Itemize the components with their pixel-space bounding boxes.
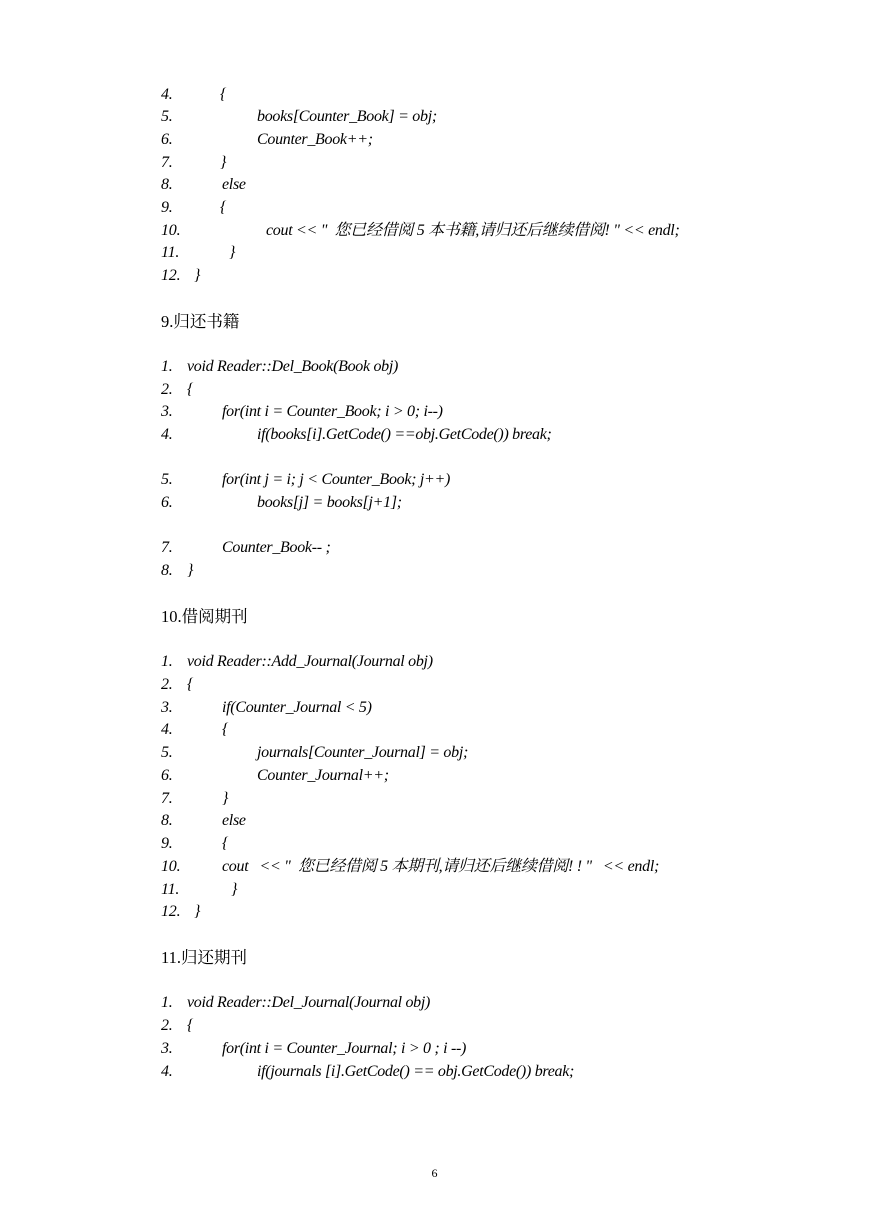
line-number: 5. xyxy=(161,744,173,761)
code-text: for(int i = Counter_Journal; i > 0 ; i --) xyxy=(222,1040,467,1057)
code-line xyxy=(0,537,331,559)
code-text: if(journals [i].GetCode() == obj.GetCode()) break; xyxy=(257,1063,575,1080)
code-line xyxy=(0,674,194,696)
section-heading-return-journal: 11.归还期刊 xyxy=(161,948,248,967)
code-line xyxy=(0,84,227,106)
code-text: { xyxy=(187,1017,194,1034)
code-text: cout << " 您已经借阅 5 本书籍,请归还后继续借阅! " << endl; xyxy=(266,222,680,239)
line-number: 4. xyxy=(161,721,173,738)
line-number: 7. xyxy=(161,790,173,807)
code-text: } xyxy=(194,903,201,920)
code-line xyxy=(0,265,201,287)
line-number: 10. xyxy=(161,222,181,239)
code-line xyxy=(0,197,227,219)
code-line xyxy=(0,719,229,741)
line-number: 8. xyxy=(161,176,173,193)
code-text: Counter_Book-- ; xyxy=(222,539,331,556)
code-line xyxy=(0,697,372,719)
code-text: } xyxy=(229,244,236,261)
code-line xyxy=(0,651,433,673)
line-number: 3. xyxy=(161,1040,173,1057)
code-text: } xyxy=(231,881,238,898)
line-number: 11. xyxy=(161,244,180,261)
code-line xyxy=(0,788,229,810)
code-text: } xyxy=(187,562,194,579)
code-text: } xyxy=(222,790,229,807)
code-text: { xyxy=(187,381,194,398)
code-text: for(int i = Counter_Book; i > 0; i--) xyxy=(222,403,443,420)
code-line xyxy=(0,106,437,128)
code-line xyxy=(0,469,451,491)
code-line xyxy=(0,220,680,242)
page-number: 6 xyxy=(431,1166,438,1180)
code-line xyxy=(0,833,229,855)
line-number: 3. xyxy=(161,699,173,716)
code-text: journals[Counter_Journal] = obj; xyxy=(257,744,468,761)
code-text: for(int j = i; j < Counter_Book; j++) xyxy=(222,471,451,488)
line-number: 6. xyxy=(161,494,173,511)
line-number: 1. xyxy=(161,653,173,670)
code-text: { xyxy=(222,721,229,738)
code-text: books[Counter_Book] = obj; xyxy=(257,108,437,125)
code-line xyxy=(0,152,227,174)
line-number: 11. xyxy=(161,881,180,898)
line-number: 8. xyxy=(161,812,173,829)
line-number: 2. xyxy=(161,1017,173,1034)
line-number: 2. xyxy=(161,381,173,398)
code-text: else xyxy=(222,812,246,829)
code-text: { xyxy=(220,199,227,216)
code-text: Counter_Journal++; xyxy=(257,767,389,784)
code-text: cout << " 您已经借阅 5 本期刊,请归还后继续借阅! ! " << endl; xyxy=(222,858,660,875)
line-number: 6. xyxy=(161,767,173,784)
code-line xyxy=(0,856,660,878)
line-number: 1. xyxy=(161,994,173,1011)
code-line xyxy=(0,174,246,196)
code-line xyxy=(0,129,373,151)
code-line xyxy=(0,742,468,764)
line-number: 10. xyxy=(161,858,181,875)
line-number: 9. xyxy=(161,835,173,852)
code-line xyxy=(0,424,552,446)
code-line xyxy=(0,560,194,582)
code-text: else xyxy=(222,176,246,193)
section-heading-borrow-journal: 10.借阅期刊 xyxy=(161,607,248,626)
code-line xyxy=(0,992,431,1014)
line-number: 1. xyxy=(161,358,173,375)
code-text: void Reader::Del_Book(Book obj) xyxy=(187,358,399,375)
line-number: 4. xyxy=(161,426,173,443)
line-number: 9. xyxy=(161,199,173,216)
line-number: 12. xyxy=(161,267,181,284)
code-line xyxy=(0,1015,194,1037)
code-text: if(Counter_Journal < 5) xyxy=(222,699,372,716)
code-line xyxy=(0,901,201,923)
code-text: } xyxy=(194,267,201,284)
code-text: if(books[i].GetCode() ==obj.GetCode()) break; xyxy=(257,426,552,443)
line-number: 4. xyxy=(161,86,173,103)
line-number: 2. xyxy=(161,676,173,693)
line-number: 4. xyxy=(161,1063,173,1080)
code-line xyxy=(0,242,236,264)
line-number: 5. xyxy=(161,471,173,488)
code-line xyxy=(0,765,389,787)
code-text: } xyxy=(220,154,227,171)
code-text: Counter_Book++; xyxy=(257,131,373,148)
code-line xyxy=(0,1061,575,1083)
code-line xyxy=(0,810,246,832)
code-text: void Reader::Add_Journal(Journal obj) xyxy=(187,653,433,670)
code-text: { xyxy=(187,676,194,693)
line-number: 6. xyxy=(161,131,173,148)
code-text: { xyxy=(220,86,227,103)
code-line xyxy=(0,356,399,378)
code-text: books[j] = books[j+1]; xyxy=(257,494,402,511)
line-number: 12. xyxy=(161,903,181,920)
section-heading-return-book: 9.归还书籍 xyxy=(161,312,240,331)
line-number: 7. xyxy=(161,539,173,556)
line-number: 3. xyxy=(161,403,173,420)
code-line xyxy=(0,379,194,401)
line-number: 7. xyxy=(161,154,173,171)
code-line xyxy=(0,401,443,423)
code-text: void Reader::Del_Journal(Journal obj) xyxy=(187,994,431,1011)
code-line xyxy=(0,879,238,901)
code-line xyxy=(0,492,402,514)
line-number: 8. xyxy=(161,562,173,579)
code-text: { xyxy=(222,835,229,852)
line-number: 5. xyxy=(161,108,173,125)
code-line xyxy=(0,1038,467,1060)
